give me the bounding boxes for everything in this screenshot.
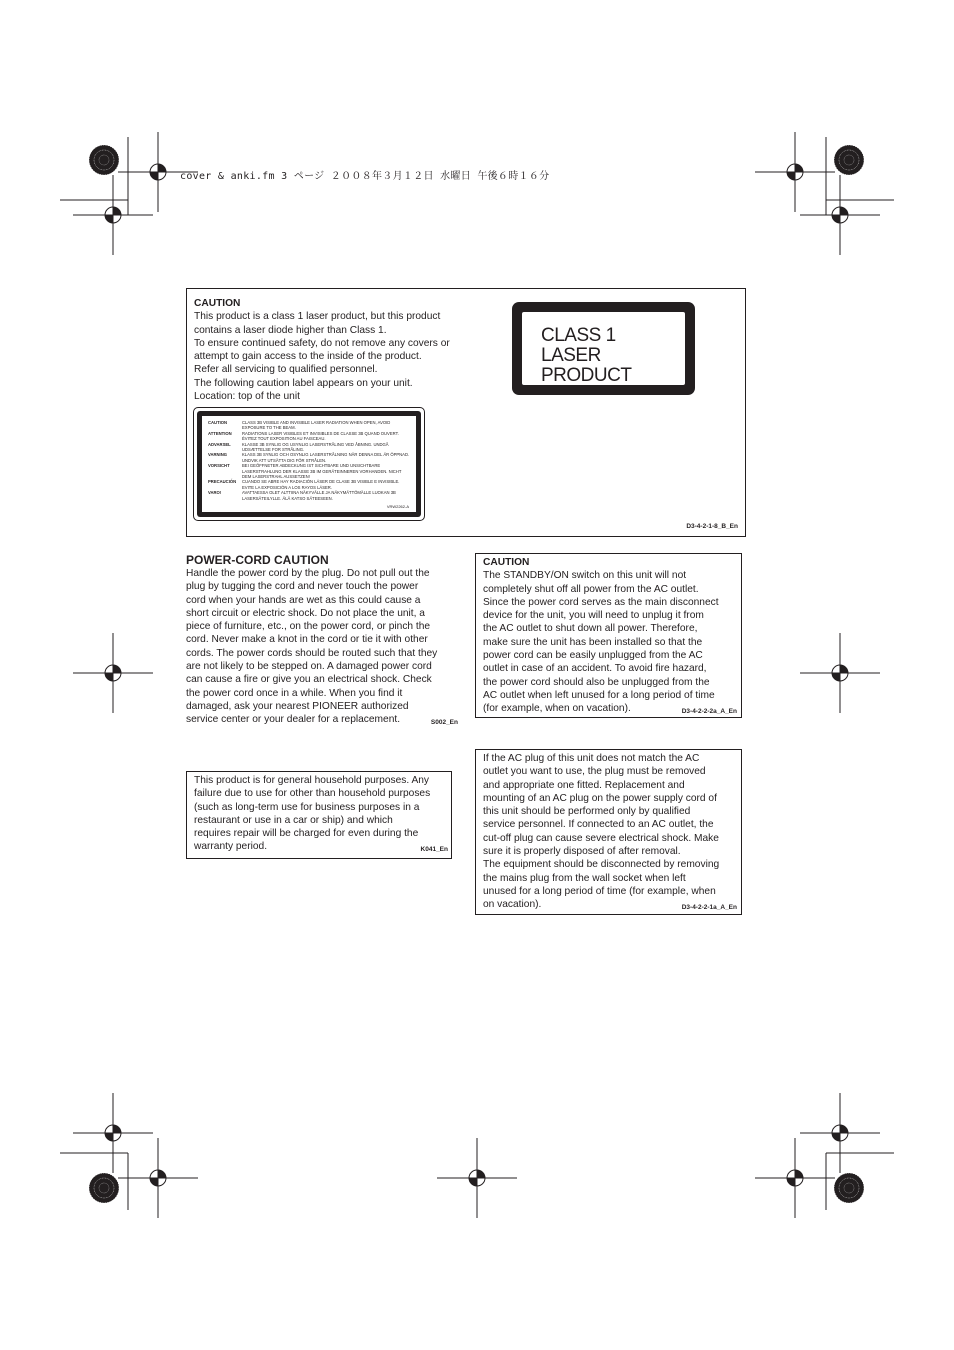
- ac-plug-line: service personnel. If connected to an AC outlet, the: [483, 819, 714, 831]
- standby-caution-line: (for example, when on vacation). D3-4-2-2-2a_A_En: [483, 702, 737, 715]
- laser-caution-line: To ensure continued safety, do not remove any covers or: [194, 337, 450, 349]
- laser-caution-line: This product is a class 1 laser product, but this product: [194, 311, 441, 323]
- power-cord-line: short circuit or electric shock. Do not place the unit, a: [186, 607, 425, 619]
- standby-caution-line: the AC outlet to shut down all power. Therefore,: [483, 623, 698, 635]
- class1-laser-label: [512, 302, 695, 395]
- ac-plug-line: The equipment should be disconnected by removing: [483, 859, 720, 871]
- power-cord-line: service center or your dealer for a replacement. S002_En: [186, 713, 458, 726]
- standby-caution-line: the power cord should also be unplugged from the: [483, 676, 710, 688]
- warning-label-code: VRW2262-A: [386, 504, 409, 509]
- ac-plug-line: and appropriate one fitted. Replacement and: [483, 779, 685, 791]
- standby-caution-line: The STANDBY/ON switch on this unit will not: [483, 570, 687, 582]
- star-target-icon: [89, 145, 119, 175]
- laser-caution-line: Refer all servicing to qualified personnel.: [194, 364, 378, 376]
- ac-plug-notice-box: [475, 749, 742, 915]
- power-cord-line: can cause a fire or give you an electrical shock. Check: [186, 674, 432, 686]
- household-notice-box: [186, 771, 452, 859]
- power-cord-line: piece of furniture, etc., on the power cord, or pinch the: [186, 621, 431, 633]
- ac-plug-code: D3-4-2-2-1a_A_En: [681, 904, 737, 912]
- power-cord-line: damaged, ask your nearest PIONEER authorized: [186, 700, 409, 712]
- ac-plug-line: the mains plug from the wall socket when left: [483, 872, 686, 884]
- star-target-icon: [834, 145, 864, 175]
- power-cord-section: [186, 553, 458, 730]
- power-cord-heading: POWER-CORD CAUTION: [186, 553, 329, 567]
- star-target-icon: [834, 1173, 864, 1203]
- standby-caution-line: AC outlet when left unused for a long period of time: [483, 689, 715, 701]
- registration-mark-icon: [73, 633, 153, 713]
- warning-label-row: ATTENTION RADIATIONS LASER VISIBLES ET INVISIBLES DE CLASSE 3B QUAND OUVERT. ÉVITEZ TOUT EXPOSITION AU FAISCEAU.: [208, 430, 399, 442]
- laser-caution-line: attempt to gain access to the inside of the product.: [194, 351, 422, 363]
- standby-caution-line: make sure the unit has been installed so that the: [483, 636, 703, 648]
- standby-caution-line: device for the unit, you will need to unplug it from: [483, 610, 704, 622]
- class1-line2: LASER PRODUCT: [541, 345, 632, 386]
- warning-label-row: VORSICHT BEI GEÖFFNETER ABDECKUNG IST SICHTBARE UND UNSICHTBARE LASERSTRAHLUNG DER KLASSE 3B IM GERÄTEINNEREN VORHANDEN. NICHT DEM LASERSTRAHL AUSSETZEN!: [208, 463, 402, 480]
- power-cord-code: S002_En: [430, 719, 458, 727]
- registration-mark-icon: [755, 1138, 835, 1218]
- laser-caution-line: contains a laser diode higher than Class 1.: [194, 324, 387, 336]
- standby-caution-line: outlet in case of an accident. To avoid fire hazard,: [483, 663, 707, 675]
- household-code: K041_En: [420, 846, 448, 854]
- household-line: restaurant or use in a car or ship) and which: [194, 814, 393, 826]
- laser-warning-label: [193, 407, 425, 521]
- laser-caution-line: Location: top of the unit: [194, 391, 300, 403]
- power-cord-line: cords. The power cords should be routed such that they: [186, 647, 438, 659]
- household-line: warranty period. K041_En: [194, 840, 448, 853]
- standby-caution-heading: CAUTION: [483, 557, 530, 568]
- standby-caution-line: completely shut off all power from the AC outlet.: [483, 583, 699, 595]
- power-cord-line: cord when your hands are wet as this could cause a: [186, 594, 421, 606]
- registration-mark-icon: [755, 132, 835, 212]
- power-cord-line: the power cord once in a while. When you find it: [186, 687, 403, 699]
- warning-label-row: CAUTION CLASS 3B VISIBLE AND INVISIBLE LASER RADIATION WHEN OPEN, AVOID EXPOSURE TO THE BEAM.: [208, 420, 391, 431]
- standby-caution-line: Since the power cord serves as the main disconnect: [483, 596, 719, 608]
- ac-plug-line: outlet you want to use, the plug must be removed: [483, 766, 706, 778]
- household-line: requires repair will be charged for even during the: [194, 828, 419, 840]
- registration-mark-icon: [800, 633, 880, 713]
- laser-caution-heading: CAUTION: [194, 298, 241, 309]
- registration-mark-icon: [73, 1093, 153, 1173]
- ac-plug-line: cut-off plug can cause severe electrical shock. Make: [483, 832, 719, 844]
- registration-mark-icon: [800, 175, 880, 255]
- registration-mark-icon: [73, 175, 153, 255]
- household-line: This product is for general household purposes. Any: [194, 775, 430, 786]
- warning-label-row: VARO! AVATTAESSA OLET ALTTIINA NÄKYVÄLLE JA NÄKYMÄTTÖMÄLLE LUOKAN 3B LASERSÄTEILYLLE. ÄLÄ KATSO SÄTEESEEN.: [208, 490, 396, 501]
- ac-plug-line: sure it is properly disposed of after removal.: [483, 846, 681, 858]
- warning-label-row: PRECAUCIÓN CUANDO SE ABRE HAY RADIACIÓN LÁSER DE CLASE 3B VISIBLE E INVISIBLE. EVITE LA EXPOSICIÓN A LOS RAYOS LÁSER.: [208, 479, 400, 490]
- power-cord-line: Handle the power cord by the plug. Do not pull out the: [186, 568, 430, 579]
- household-line: (such as long-term use for business purposes in a: [194, 801, 420, 813]
- star-target-icon: [89, 1173, 119, 1203]
- class1-line1: CLASS 1: [541, 325, 616, 346]
- ac-plug-line: on vacation). D3-4-2-2-1a_A_En: [483, 898, 737, 911]
- laser-caution-line: The following caution label appears on your unit.: [194, 377, 413, 389]
- ac-plug-line: unused for a long period of time (for example, when: [483, 885, 716, 897]
- ac-plug-line: mounting of an AC plug on the power supply cord of: [483, 792, 717, 804]
- registration-mark-icon: [800, 1093, 880, 1173]
- warning-label-row: VARNING KLASS 3B SYNLIG OCH OSYNLIG LASERSTRÅLNING NÄR DENNA DEL ÄR ÖPPNAD. UNDVIK ATT UTSÄTTA DIG FÖR STRÅLEN.: [208, 452, 410, 463]
- laser-caution-code: D3-4-2-1-8_B_En: [686, 523, 738, 530]
- ac-plug-line: If the AC plug of this unit does not match the AC: [483, 753, 700, 764]
- standby-caution-code: D3-4-2-2-2a_A_En: [681, 708, 737, 716]
- ac-plug-line: this unit should be performed only by qualified: [483, 806, 691, 818]
- registration-mark-icon: [118, 1138, 198, 1218]
- file-header-line: cover & anki.fm 3 ページ ２００８年３月１２日 水曜日 午後６時１６分: [180, 171, 550, 182]
- power-cord-line: plug by tugging the cord and never touch the power: [186, 581, 419, 593]
- standby-caution-line: power cord can be easily unplugged from the AC: [483, 650, 703, 662]
- warning-label-row: ADVARSEL KLASSE 3B SYNLIG OG USYNLIG LASERSTRÅLING VED ÅBNING. UNDGÅ UDSÆTTELSE FOR STRÅLING.: [208, 441, 389, 453]
- power-cord-line: cord. Never make a knot in the cord or tie it with other: [186, 634, 428, 646]
- power-cord-line: are not likely to be stepped on. A damaged power cord: [186, 661, 432, 673]
- registration-mark-icon: [437, 1138, 517, 1218]
- standby-caution-box: [475, 553, 742, 718]
- household-line: failure due to use for other than household purposes: [194, 788, 431, 800]
